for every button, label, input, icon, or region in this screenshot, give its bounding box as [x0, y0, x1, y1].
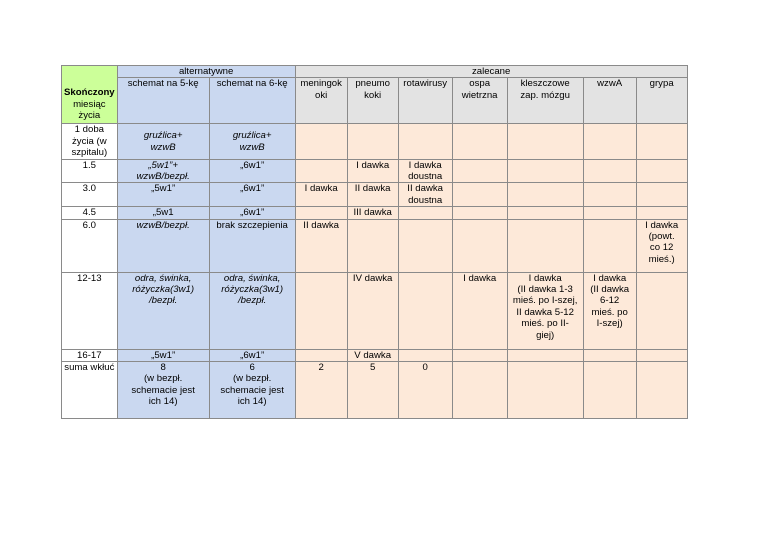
pneumokoki-cell: I dawka — [347, 159, 398, 183]
ospa-cell — [452, 159, 507, 183]
age-cell: 6.0 — [62, 219, 118, 272]
pneumokoki-cell: V dawka — [347, 349, 398, 361]
grypa-cell — [636, 272, 687, 349]
schedule-6-cell: 6 (w bezpł. schemacie jest ich 14) — [209, 362, 295, 419]
kleszczowe-cell — [507, 124, 583, 159]
rotawirusy-cell — [398, 272, 452, 349]
kleszczowe-cell — [507, 159, 583, 183]
ospa-cell — [452, 362, 507, 419]
age-cell: 3.0 — [62, 183, 118, 207]
grypa-cell — [636, 124, 687, 159]
meningokoki-cell — [295, 124, 347, 159]
grypa-cell — [636, 349, 687, 361]
wzwa-cell — [583, 207, 636, 219]
rotawirusy-cell: 0 — [398, 362, 452, 419]
schedule-6-cell: „6w1” — [209, 183, 295, 207]
kleszczowe-cell — [507, 362, 583, 419]
wzwa-cell: I dawka (II dawka 6-12 mieś. po I-szej) — [583, 272, 636, 349]
kleszczowe-cell — [507, 349, 583, 361]
meningokoki-cell — [295, 349, 347, 361]
wzwa-cell — [583, 183, 636, 207]
header-schemat-6: schemat na 6-kę — [209, 78, 295, 124]
schedule-5-cell: gruźlica+ wzwB — [117, 124, 209, 159]
schedule-5-cell: „5w1” — [117, 183, 209, 207]
wzwa-cell — [583, 362, 636, 419]
age-cell: 12-13 — [62, 272, 118, 349]
meningokoki-cell: II dawka — [295, 219, 347, 272]
ospa-cell — [452, 183, 507, 207]
wzwa-cell — [583, 219, 636, 272]
ospa-cell — [452, 219, 507, 272]
meningokoki-cell — [295, 207, 347, 219]
schedule-5-cell: „5w1 — [117, 207, 209, 219]
age-cell-suma: suma wkłuć — [62, 362, 118, 419]
schedule-6-cell: „6w1” — [209, 159, 295, 183]
schedule-5-cell: „5w1”+ wzwB/bezpł. — [117, 159, 209, 183]
header-ospa-wietrzna: ospa wietrzna — [452, 78, 507, 124]
pneumokoki-cell: 5 — [347, 362, 398, 419]
header-zalecane: zalecane — [295, 66, 687, 78]
schedule-6-cell: „6w1” — [209, 207, 295, 219]
grypa-cell — [636, 362, 687, 419]
pneumokoki-cell — [347, 124, 398, 159]
pneumokoki-cell: III dawka — [347, 207, 398, 219]
header-schemat-5: schemat na 5-kę — [117, 78, 209, 124]
rotawirusy-cell — [398, 219, 452, 272]
vaccination-schedule-table — [61, 65, 688, 419]
kleszczowe-cell — [507, 207, 583, 219]
header-meningokoki: meningok oki — [295, 78, 347, 124]
rotawirusy-cell — [398, 349, 452, 361]
age-cell: 1.5 — [62, 159, 118, 183]
header-kleszczowe: kleszczowe zap. mózgu — [507, 78, 583, 124]
ospa-cell — [452, 207, 507, 219]
ospa-cell: I dawka — [452, 272, 507, 349]
age-cell: 1 doba życia (w szpitalu) — [62, 124, 118, 159]
meningokoki-cell — [295, 272, 347, 349]
schedule-5-cell: odra, świnka, różyczka(3w1) /bezpł. — [117, 272, 209, 349]
schedule-5-cell: „5w1” — [117, 349, 209, 361]
kleszczowe-cell — [507, 219, 583, 272]
meningokoki-cell: I dawka — [295, 183, 347, 207]
grypa-cell: I dawka (powt. co 12 mieś.) — [636, 219, 687, 272]
grypa-cell — [636, 207, 687, 219]
rotawirusy-cell — [398, 207, 452, 219]
ospa-cell — [452, 124, 507, 159]
header-wzwa: wzwA — [583, 78, 636, 124]
wzwa-cell — [583, 124, 636, 159]
meningokoki-cell — [295, 159, 347, 183]
header-grypa: grypa — [636, 78, 687, 124]
grypa-cell — [636, 159, 687, 183]
wzwa-cell — [583, 349, 636, 361]
pneumokoki-cell: II dawka — [347, 183, 398, 207]
wzwa-cell — [583, 159, 636, 183]
schedule-6-cell: „6w1” — [209, 349, 295, 361]
schedule-6-cell: brak szczepienia — [209, 219, 295, 272]
grypa-cell — [636, 183, 687, 207]
rotawirusy-cell — [398, 124, 452, 159]
age-cell: 16-17 — [62, 349, 118, 361]
header-rotawirusy: rotawirusy — [398, 78, 452, 124]
pneumokoki-cell: IV dawka — [347, 272, 398, 349]
schedule-6-cell: odra, świnka, różyczka(3w1) /bezpł. — [209, 272, 295, 349]
pneumokoki-cell — [347, 219, 398, 272]
header-pneumokoki: pneumo koki — [347, 78, 398, 124]
rotawirusy-cell: II dawka doustna — [398, 183, 452, 207]
age-cell: 4.5 — [62, 207, 118, 219]
schedule-5-cell: wzwB/bezpł. — [117, 219, 209, 272]
schedule-5-cell: 8 (w bezpł. schemacie jest ich 14) — [117, 362, 209, 419]
ospa-cell — [452, 349, 507, 361]
header-skonczony-miesiac-zycia: Skończony miesiąc życia — [62, 66, 118, 124]
kleszczowe-cell: I dawka (II dawka 1-3 mieś. po I-szej, II dawka 5-12 mieś. po II- giej) — [507, 272, 583, 349]
schedule-6-cell: gruźlica+ wzwB — [209, 124, 295, 159]
rotawirusy-cell: I dawka doustna — [398, 159, 452, 183]
meningokoki-cell: 2 — [295, 362, 347, 419]
header-alternatywne: alternatywne — [117, 66, 295, 78]
kleszczowe-cell — [507, 183, 583, 207]
